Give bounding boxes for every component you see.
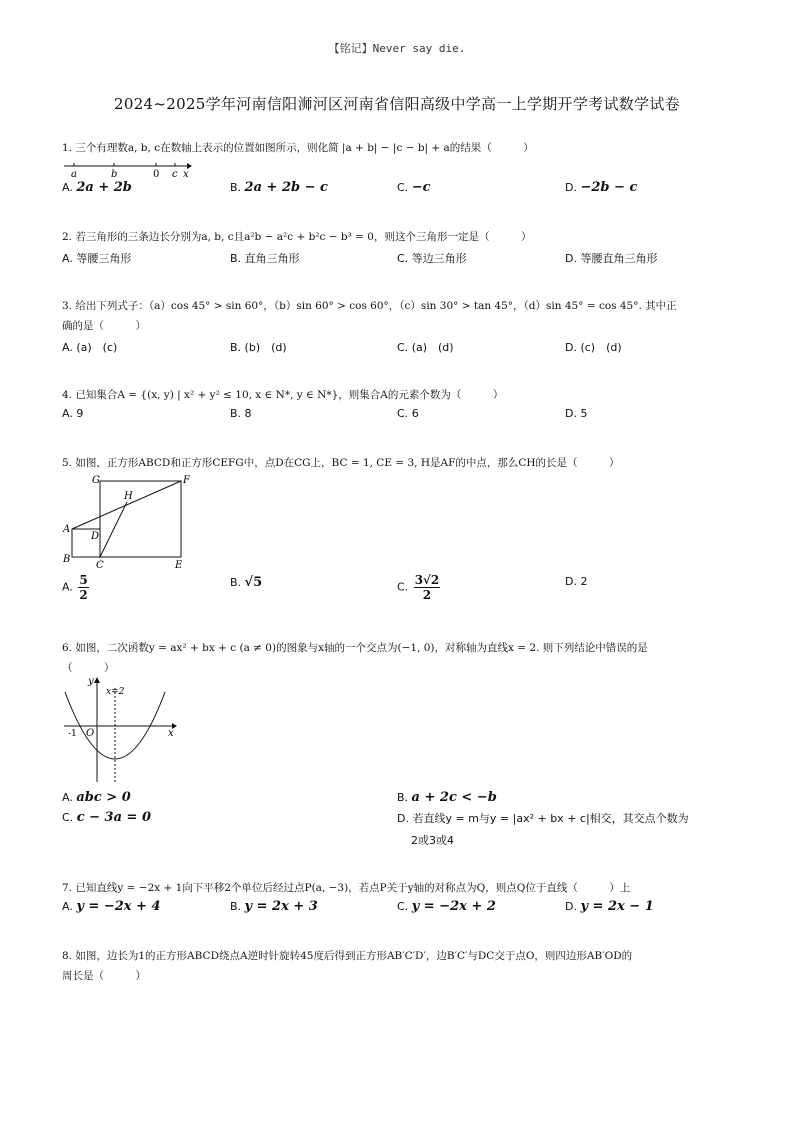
question-3-stem	[62, 298, 677, 313]
option-b[interactable]	[397, 790, 497, 805]
option-d[interactable]	[397, 810, 689, 826]
option-letter: D.	[565, 341, 577, 354]
label-c: c	[172, 169, 178, 180]
option-a[interactable]	[62, 180, 132, 195]
question-5-stem	[62, 455, 620, 470]
option-a[interactable]	[62, 250, 131, 266]
option-letter: B.	[397, 791, 409, 804]
option-b[interactable]	[230, 250, 300, 266]
label-h: H	[124, 491, 133, 502]
question-7-stem	[62, 880, 630, 895]
question-4-stem	[62, 387, 503, 402]
option-c[interactable]	[62, 810, 151, 825]
number-line-figure	[62, 160, 197, 180]
question-8-stem-cont: 周长是（ ）	[62, 970, 146, 982]
option-b[interactable]	[230, 899, 318, 914]
question-number: 3.	[62, 300, 73, 312]
question-2-stem	[62, 229, 531, 244]
option-text: c − 3a = 0	[76, 810, 152, 825]
question-8-stem	[62, 948, 632, 963]
option-letter: A.	[62, 407, 73, 420]
option-b[interactable]	[230, 180, 328, 195]
option-text: y = −2x + 4	[76, 899, 161, 914]
option-letter: D.	[565, 252, 577, 265]
fraction-denominator: 2	[79, 588, 88, 602]
option-letter: A.	[62, 900, 73, 913]
option-letter: D.	[565, 575, 577, 588]
option-c[interactable]	[397, 573, 440, 602]
question-text: 三个有理数a, b, c在数轴上表示的位置如图所示，则化简 |a + b| − |c − b| + a的结果（ ）	[75, 142, 534, 154]
option-c[interactable]	[397, 339, 454, 355]
fraction	[414, 573, 441, 602]
option-text: y = 2x − 1	[580, 899, 654, 914]
option-text: 9	[76, 407, 84, 420]
label-d: D	[91, 531, 100, 542]
question-1-stem	[62, 140, 534, 155]
fraction-numerator: 3√2	[414, 573, 440, 587]
option-letter: D.	[565, 900, 577, 913]
option-a[interactable]	[62, 573, 89, 602]
option-letter: A.	[62, 181, 73, 194]
option-d[interactable]	[565, 575, 587, 588]
question-text: 如图，二次函数y = ax² + bx + c (a ≠ 0)的图象与x轴的一个交点为(−1, 0)，对称轴为直线x = 2. 则下列结论中错误的是	[75, 642, 648, 654]
parabola-figure	[62, 674, 182, 786]
option-text: 2a + 2b − c	[244, 180, 328, 195]
option-b[interactable]	[230, 407, 252, 420]
option-text: 等腰直角三角形	[580, 252, 658, 265]
question-text: 已知集合A = {(x, y) | x² + y² ≤ 10, x ∈ N*, y ∈ N*}，则集合A的元素个数为（ ）	[75, 389, 504, 401]
option-text: y = −2x + 2	[411, 899, 496, 914]
option-d[interactable]	[565, 180, 637, 195]
squares-figure	[62, 472, 197, 572]
option-letter: A.	[62, 252, 73, 265]
option-letter: B.	[230, 181, 242, 194]
question-number: 8.	[62, 950, 73, 962]
option-letter: C.	[397, 341, 409, 354]
option-letter: C.	[397, 407, 409, 420]
label-symmetry: x=2	[106, 687, 125, 697]
option-letter: B.	[230, 252, 242, 265]
label-minus-one: -1	[68, 729, 77, 739]
option-text: 直角三角形	[244, 252, 300, 265]
question-3-stem-cont: 确的是（ ）	[62, 320, 146, 332]
option-letter: D.	[565, 181, 577, 194]
option-text: (b) (d)	[244, 341, 287, 354]
label-x: x	[168, 728, 174, 739]
fraction-denominator: 2	[422, 588, 432, 602]
option-text: 2a + 2b	[76, 180, 132, 195]
option-text: (c) (d)	[580, 341, 622, 354]
option-a[interactable]	[62, 407, 83, 420]
option-text: a + 2c < −b	[411, 790, 497, 805]
page-motto: 【铭记】Never say die.	[328, 42, 466, 55]
label-origin: O	[86, 728, 95, 739]
label-zero: 0	[153, 169, 160, 180]
question-text: 如图，边长为1的正方形ABCD绕点A逆时针旋转45度后得到正方形AB′C′D′，边B′C′与DC交于点O，则四边形AB′OD的	[75, 950, 633, 962]
fraction-numerator: 5	[79, 573, 88, 587]
question-number: 1.	[62, 142, 73, 154]
option-d-continuation: 2或3或4	[411, 834, 454, 847]
option-letter: C.	[397, 181, 409, 194]
question-text: 给出下列式子：（a）cos 45° > sin 60°，（b）sin 60° > cos 60°，（c）sin 30° > tan 45°，（d）sin 45° = cos 45°. 其中正	[75, 300, 677, 312]
option-letter: A.	[62, 791, 73, 804]
option-a[interactable]	[62, 899, 161, 914]
y-arrow-icon	[94, 677, 100, 683]
option-c[interactable]	[397, 250, 467, 266]
option-text: 等腰三角形	[76, 252, 132, 265]
option-text: 等边三角形	[411, 252, 467, 265]
question-text: 若三角形的三条边长分别为a, b, c且a²b − a²c + b²c − b³ = 0，则这个三角形一定是（ ）	[75, 231, 532, 243]
label-x: x	[183, 169, 189, 180]
question-number: 2.	[62, 231, 73, 243]
option-letter: A.	[62, 341, 73, 354]
label-b: B	[63, 554, 71, 565]
option-text: 6	[411, 407, 419, 420]
option-c[interactable]	[397, 180, 431, 195]
question-text: 如图，正方形ABCD和正方形CEFG中，点D在CG上，BC = 1, CE = 3, H是AF的中点，那么CH的长是（ ）	[75, 457, 620, 469]
option-d[interactable]	[565, 407, 587, 420]
option-d[interactable]	[565, 339, 622, 355]
option-letter: C.	[397, 252, 409, 265]
option-text: (a) (d)	[411, 341, 454, 354]
option-text: y = 2x + 3	[244, 899, 318, 914]
option-a[interactable]	[62, 339, 117, 355]
option-letter: B.	[230, 341, 242, 354]
option-letter: C.	[397, 900, 409, 913]
question-number: 7.	[62, 882, 73, 894]
option-text: 8	[244, 407, 252, 420]
question-6-stem-cont: （ ）	[62, 662, 115, 674]
option-b[interactable]	[230, 339, 287, 355]
question-6-stem	[62, 640, 648, 655]
option-c[interactable]	[397, 899, 496, 914]
option-letter: D.	[397, 812, 409, 825]
label-g: G	[92, 475, 100, 486]
label-a: a	[71, 169, 77, 180]
label-e: E	[175, 560, 183, 571]
square-cefg	[100, 481, 181, 557]
option-letter: A.	[62, 580, 73, 594]
option-text: −c	[411, 180, 431, 195]
label-f: F	[183, 475, 190, 486]
option-text: abc > 0	[76, 790, 131, 805]
label-a: A	[63, 524, 71, 535]
segment-af	[72, 481, 181, 529]
option-text: 2	[580, 575, 588, 588]
option-letter: C.	[397, 580, 409, 594]
option-letter: B.	[230, 407, 242, 420]
option-letter: D.	[565, 407, 577, 420]
exam-title: 2024~2025学年河南信阳浉河区河南省信阳高级中学高一上学期开学考试数学试卷	[114, 95, 680, 113]
fraction	[78, 573, 88, 602]
option-letter: B.	[230, 900, 242, 913]
label-y: y	[88, 676, 94, 687]
option-text: (a) (c)	[76, 341, 118, 354]
option-text: 5	[580, 407, 588, 420]
question-text: 已知直线y = −2x + 1向下平移2个单位后经过点P(a, −3)，若点P关于y轴的对称点为Q，则点Q位于直线（ ）上	[75, 882, 631, 894]
option-a[interactable]	[62, 790, 131, 805]
question-number: 5.	[62, 457, 73, 469]
option-letter: C.	[62, 811, 74, 824]
option-c[interactable]	[397, 407, 419, 420]
option-text: 若直线y = m与y = |ax² + bx + c|相交，其交点个数为	[412, 812, 689, 825]
label-b: b	[111, 169, 118, 180]
option-text: −2b − c	[580, 180, 638, 195]
option-d[interactable]	[565, 899, 654, 914]
label-c: C	[96, 560, 104, 571]
question-number: 6.	[62, 642, 73, 654]
question-number: 4.	[62, 389, 73, 401]
option-b[interactable]	[230, 575, 262, 590]
option-text: √5	[244, 575, 263, 590]
option-letter: B.	[230, 576, 242, 589]
option-d[interactable]	[565, 250, 657, 266]
